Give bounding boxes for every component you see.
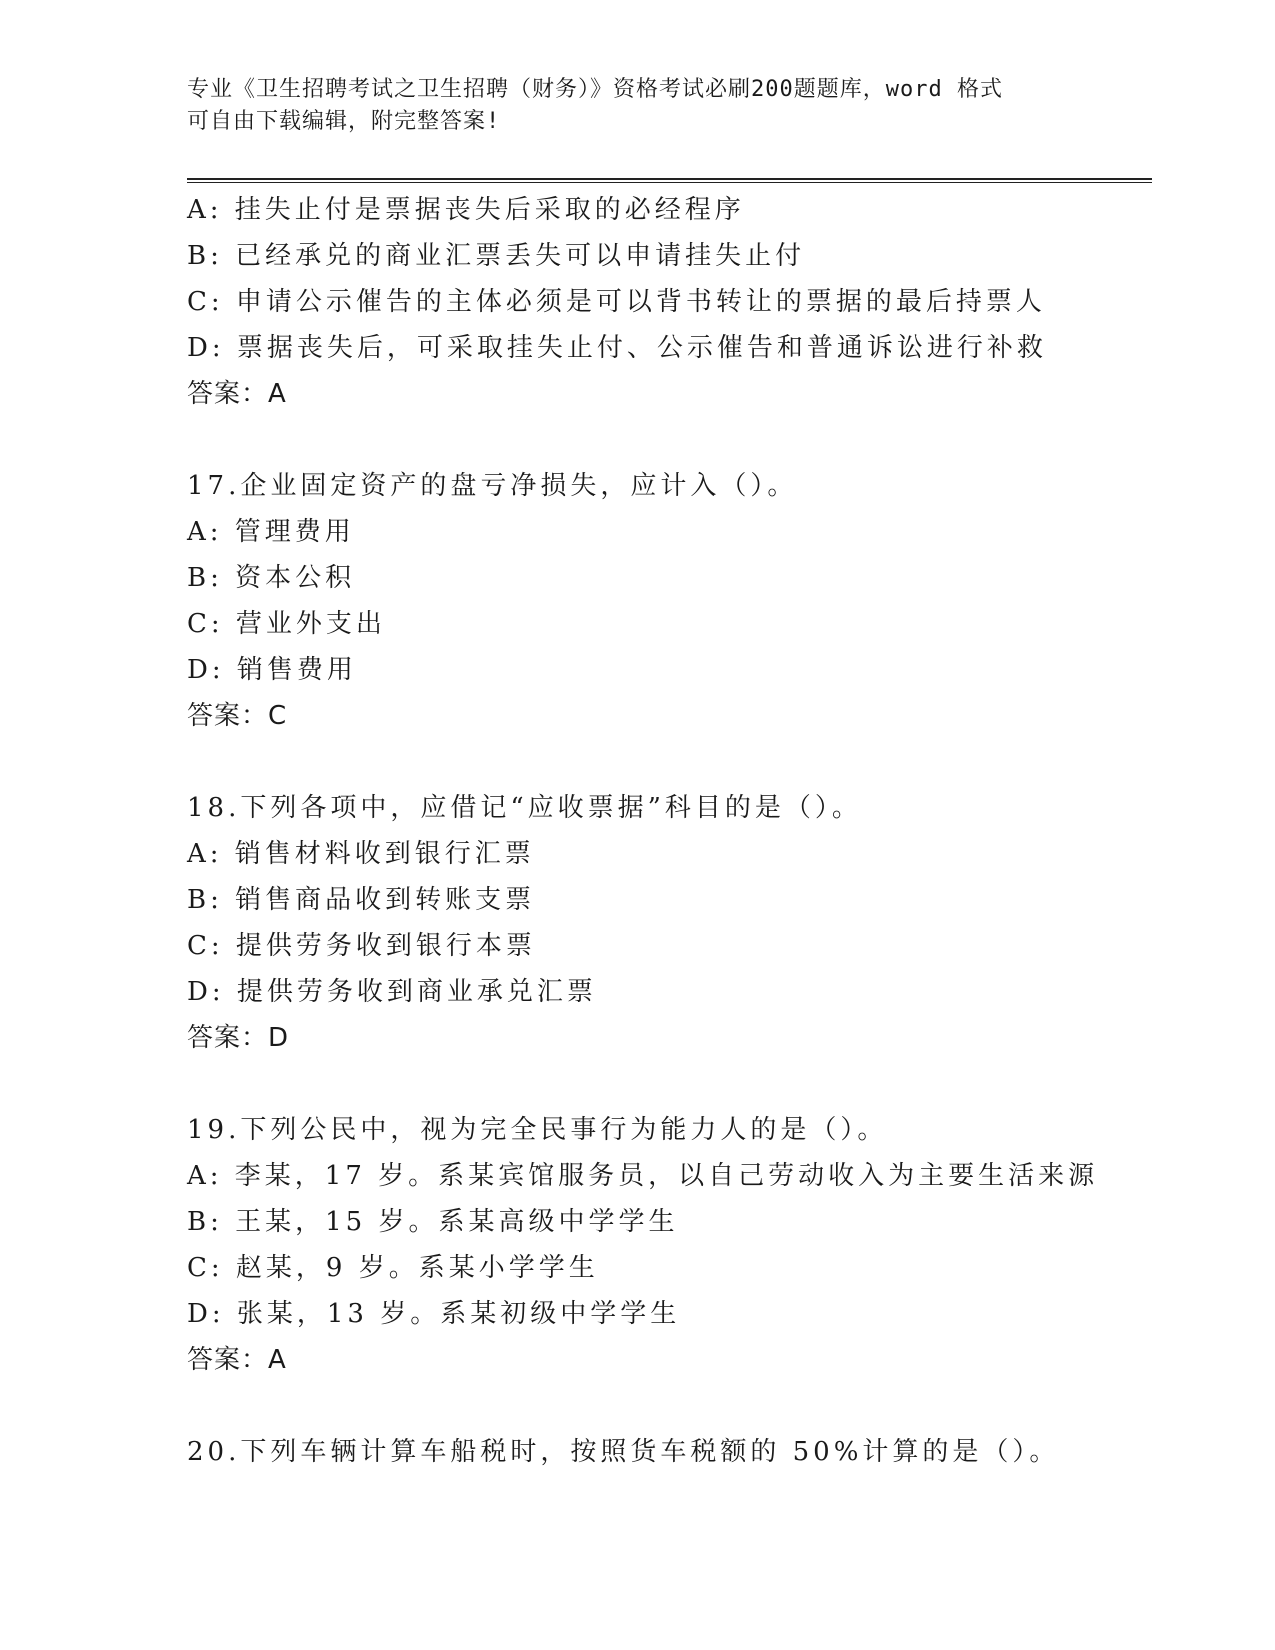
question-text: 17.企业固定资产的盘亏净损失，应计入（）。: [187, 471, 798, 501]
option-d: D: 提供劳务收到商业承兑汇票: [187, 977, 597, 1007]
question-block-20: [187, 1429, 1147, 1475]
page-header: [187, 74, 1087, 138]
answer-line: 答案：A: [187, 379, 287, 409]
answer-line: 答案：D: [187, 1023, 290, 1053]
option-c: C: 申请公示催告的主体必须是可以背书转让的票据的最后持票人: [187, 287, 1046, 317]
question-block-18: [187, 785, 1147, 1061]
header-line-1: 专业《卫生招聘考试之卫生招聘（财务）》资格考试必刷200题题库，word 格式: [187, 77, 1003, 102]
option-c: C: 营业外支出: [187, 609, 386, 639]
option-d: D: 票据丧失后，可采取挂失止付、公示催告和普通诉讼进行补救: [187, 333, 1047, 363]
option-b: B: 销售商品收到转账支票: [187, 885, 536, 915]
option-a: A: 李某，17 岁。系某宾馆服务员，以自己劳动收入为主要生活来源: [187, 1161, 1099, 1191]
option-b: B: 资本公积: [187, 563, 356, 593]
question-block-16: [187, 187, 1147, 417]
option-a: A: 销售材料收到银行汇票: [187, 839, 535, 869]
question-text: 19.下列公民中，视为完全民事行为能力人的是（）。: [187, 1115, 888, 1145]
answer-line: 答案：A: [187, 1345, 287, 1375]
option-a: A: 挂失止付是票据丧失后采取的必经程序: [187, 195, 745, 225]
header-divider: [187, 178, 1152, 183]
header-line-2: 可自由下载编辑，附完整答案!: [187, 109, 501, 134]
block-spacer: [187, 417, 1147, 463]
block-spacer: [187, 739, 1147, 785]
option-d: D: 张某，13 岁。系某初级中学学生: [187, 1299, 681, 1329]
option-d: D: 销售费用: [187, 655, 357, 685]
question-list: [187, 187, 1147, 1475]
question-block-19: [187, 1107, 1147, 1383]
block-spacer: [187, 1383, 1147, 1429]
option-b: B: 已经承兑的商业汇票丢失可以申请挂失止付: [187, 241, 806, 271]
question-text: 18.下列各项中，应借记“应收票据”科目的是（）。: [187, 793, 862, 823]
answer-line: 答案：C: [187, 701, 288, 731]
question-block-17: [187, 463, 1147, 739]
option-c: C: 赵某，9 岁。系某小学学生: [187, 1253, 599, 1283]
question-text: 20.下列车辆计算车船税时，按照货车税额的 50%计算的是（）。: [187, 1437, 1060, 1467]
option-b: B: 王某，15 岁。系某高级中学学生: [187, 1207, 679, 1237]
option-c: C: 提供劳务收到银行本票: [187, 931, 536, 961]
block-spacer: [187, 1061, 1147, 1107]
option-a: A: 管理费用: [187, 517, 355, 547]
